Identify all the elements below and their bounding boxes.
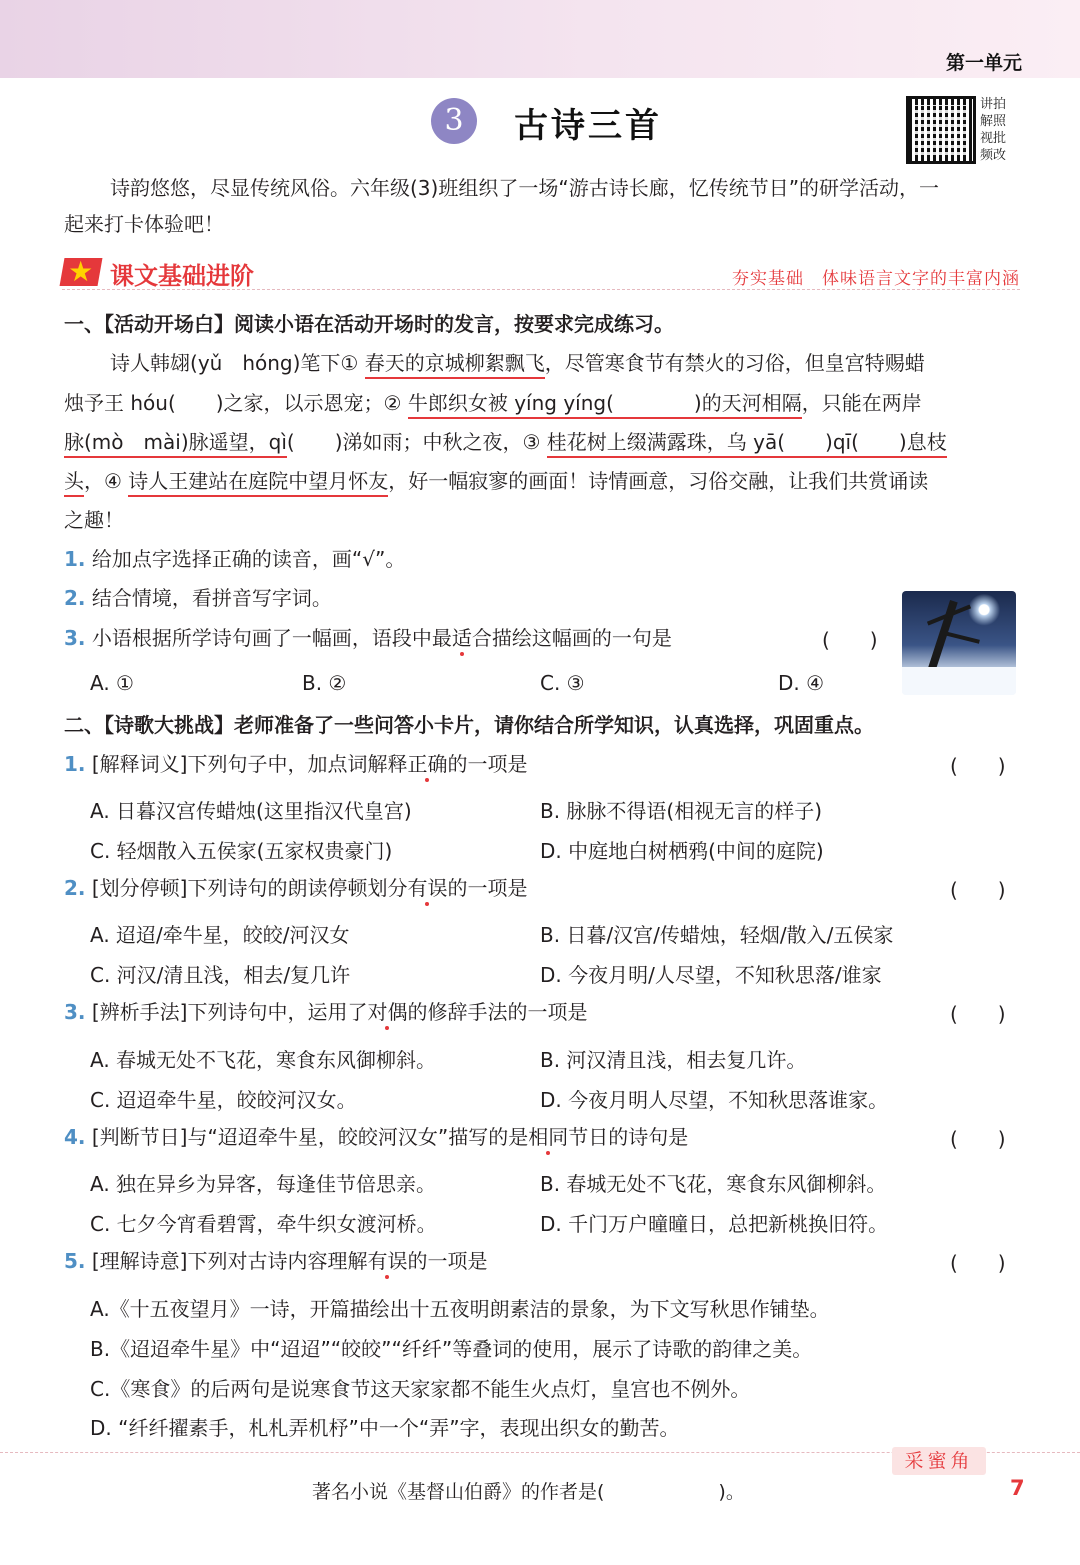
option-a[interactable]: A. 迢迢/牵牛星，皎皎/河汉女	[90, 923, 350, 947]
lesson-number: 3	[431, 98, 477, 144]
part2-question-2: 2. [划分停顿]下列诗句的朗读停顿划分有误的一项是	[64, 876, 528, 900]
passage-line-4: 头，④ 诗人王建站在庭院中望月怀友，好一幅寂寥的画面！诗情画意，习俗交融，让我们共赏诵读	[64, 467, 928, 495]
option-b[interactable]: B. ②	[302, 671, 347, 695]
qr-caption: 讲拍 解照 视批 频改	[980, 97, 1007, 163]
option-c[interactable]: C. 轻烟散入五侯家(五家权贵豪门)	[90, 839, 393, 863]
option-a[interactable]: A. 独在异乡为异客，每逢佳节倍思亲。	[90, 1172, 437, 1196]
option-b[interactable]: B. 春城无处不飞花，寒食东风御柳斜。	[540, 1172, 887, 1196]
part2-question-5: 5. [理解诗意]下列对古诗内容理解有误的一项是	[64, 1249, 488, 1273]
qr-code-icon[interactable]	[906, 96, 976, 164]
footer-tag: 采蜜角	[892, 1447, 986, 1475]
section-title: 课文基础进阶	[110, 262, 254, 290]
option-a[interactable]: A. ①	[90, 671, 134, 695]
passage-line-1: 诗人韩翃(yǔ hóng)笔下① 春天的京城柳絮飘飞，尽管寒食节有禁火的习俗，但皇宫特赐蜡	[110, 349, 925, 377]
option-b[interactable]: B. 河汉清且浅，相去复几许。	[540, 1048, 807, 1072]
star-icon: ★	[60, 258, 103, 286]
section-subtitle: 夯实基础 体味语言文字的丰富内涵	[732, 269, 1020, 289]
option-b[interactable]: B. 脉脉不得语(相视无言的样子)	[540, 799, 823, 823]
option-c[interactable]: C. 迢迢牵牛星，皎皎河汉女。	[90, 1088, 357, 1112]
option-d[interactable]: D. 今夜月明/人尽望，不知秋思落/谁家	[540, 963, 882, 987]
footer-question: 著名小说《基督山伯爵》的作者是( )。	[312, 1481, 745, 1503]
lesson-title: 古诗三首	[514, 106, 662, 146]
part2-heading: 二、【诗歌大挑战】老师准备了一些问答小卡片，请你结合所学知识，认真选择，巩固重点。	[64, 713, 874, 737]
answer-blank[interactable]: ( )	[950, 1002, 1006, 1026]
option-b[interactable]: B. 日暮/汉宫/传蜡烛，轻烟/散入/五侯家	[540, 923, 894, 947]
option-d[interactable]: D. 千门万户曈曈日，总把新桃换旧符。	[540, 1212, 889, 1236]
part1-question-1: 1. 给加点字选择正确的读音，画“√”。	[64, 547, 406, 571]
option-b[interactable]: B.《迢迢牵牛星》中“迢迢”“皎皎”“纤纤”等叠词的使用，展示了诗歌的韵律之美。	[90, 1337, 813, 1361]
section-header	[62, 256, 1020, 290]
answer-blank[interactable]: ( )	[822, 628, 878, 652]
part2-question-4: 4. [判断节日]与“迢迢牵牛星，皎皎河汉女”描写的是相同节日的诗句是	[64, 1125, 689, 1149]
option-d[interactable]: D. 中庭地白树栖鸦(中间的庭院)	[540, 839, 824, 863]
part2-question-3: 3. [辨析手法]下列诗句中，运用了对偶的修辞手法的一项是	[64, 1000, 588, 1024]
part1-question-3: 3. 小语根据所学诗句画了一幅画，语段中最适合描绘这幅画的一句是	[64, 626, 672, 650]
option-c[interactable]: C.《寒食》的后两句是说寒食节这天家家都不能生火点灯，皇宫也不例外。	[90, 1377, 751, 1401]
part1-question-2: 2. 结合情境，看拼音写字词。	[64, 586, 332, 610]
option-c[interactable]: C. ③	[540, 671, 585, 695]
option-d[interactable]: D. 今夜月明人尽望，不知秋思落谁家。	[540, 1088, 889, 1112]
passage-line-2: 烛予王 hóu( )之家，以示恩宠；② 牛郎织女被 yíng yíng( )的天河相隔，只能在两岸	[64, 389, 922, 417]
intro-line-1: 诗韵悠悠，尽显传统风俗。六年级(3)班组织了一场“游古诗长廊，忆传统节日”的研学活动，一	[110, 176, 940, 200]
page-header-band	[0, 0, 1080, 78]
page-number: 7	[1010, 1476, 1025, 1500]
option-a[interactable]: A. 日暮汉宫传蜡烛(这里指汉代皇宫)	[90, 799, 412, 823]
option-a[interactable]: A.《十五夜望月》一诗，开篇描绘出十五夜明朗素洁的景象，为下文写秋思作铺垫。	[90, 1297, 830, 1321]
option-c[interactable]: C. 七夕今宵看碧霄，牵牛织女渡河桥。	[90, 1212, 437, 1236]
option-a[interactable]: A. 春城无处不飞花，寒食东风御柳斜。	[90, 1048, 437, 1072]
answer-blank[interactable]: ( )	[950, 878, 1006, 902]
part2-question-1: 1. [解释词义]下列句子中，加点词解释正确的一项是	[64, 752, 528, 776]
answer-blank[interactable]: ( )	[950, 1127, 1006, 1151]
option-d[interactable]: D. “纤纤擢素手，札札弄机杼”中一个“弄”字，表现出织女的勤苦。	[90, 1416, 680, 1440]
passage-line-5: 之趣！	[64, 508, 124, 532]
passage-line-3: 脉(mò mài)脉遥望，qì( )涕如雨；中秋之夜，③ 桂花树上缀满露珠，乌 yā( )qī( )息枝	[64, 428, 947, 456]
answer-blank[interactable]: ( )	[950, 754, 1006, 778]
answer-blank[interactable]: ( )	[950, 1251, 1006, 1275]
part1-heading: 一、【活动开场白】阅读小语在活动开场时的发言，按要求完成练习。	[64, 312, 674, 336]
option-c[interactable]: C. 河汉/清且浅，相去/复几许	[90, 963, 351, 987]
option-d[interactable]: D. ④	[778, 671, 825, 695]
unit-label: 第一单元	[945, 52, 1022, 74]
moon-tree-illustration	[902, 591, 1016, 695]
intro-line-2: 起来打卡体验吧！	[64, 212, 224, 236]
